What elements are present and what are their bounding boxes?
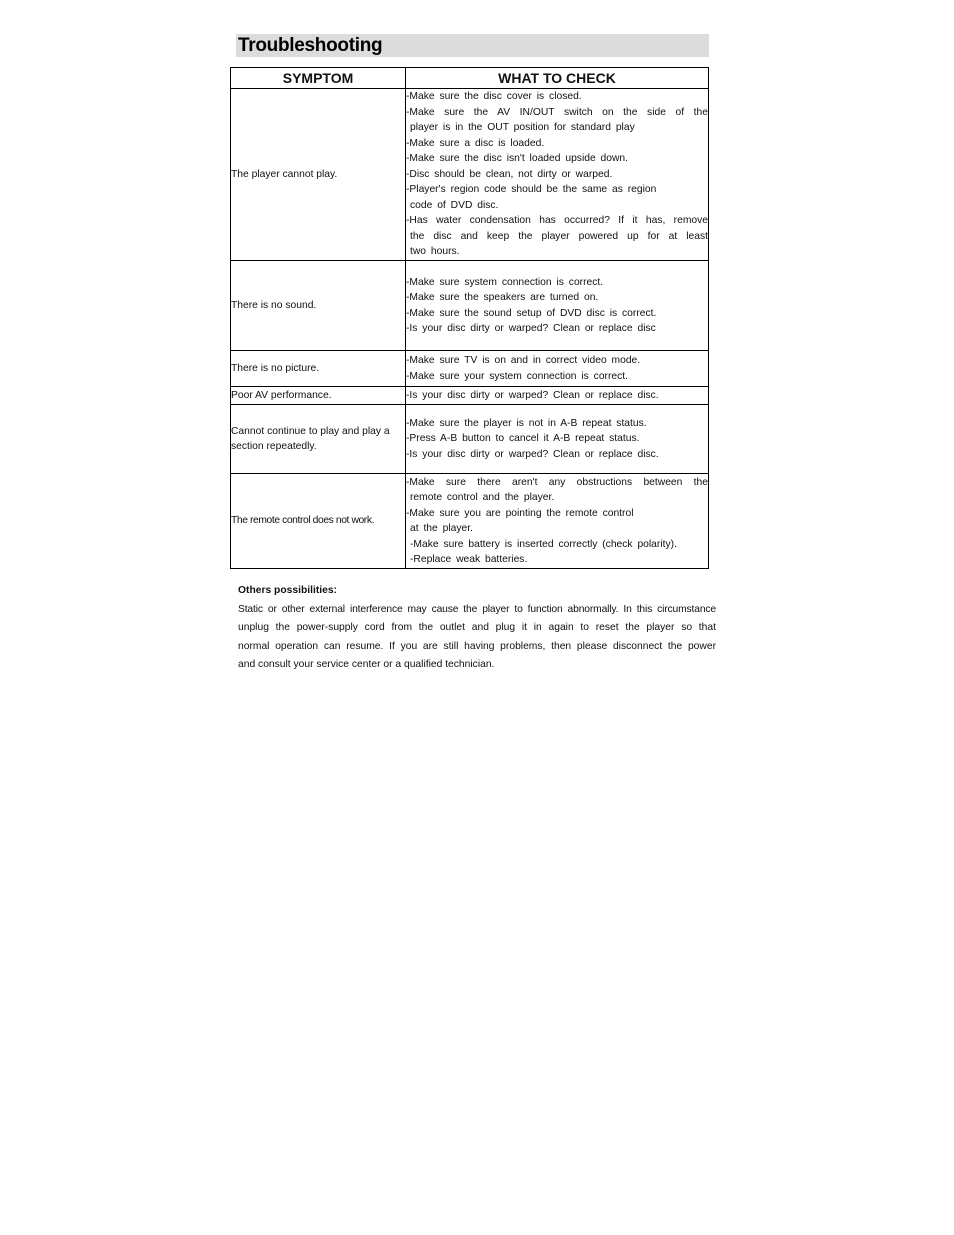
check-line: -Make sure the speakers are turned on. [406,292,599,303]
check-line: -Disc should be clean, not dirty or warped. [406,168,613,180]
table-row [231,351,709,387]
check-line: -Make sure system connection is correct. [406,276,604,288]
check-line: code of DVD disc. [410,199,499,211]
check-line: -Make sure you are pointing the remote control [406,507,634,519]
check-line: -Press A-B button to cancel it A-B repeat status. [406,433,640,445]
check-line: -Make sure TV is on and in correct video mode. [406,355,641,366]
check-line: -Make sure the AV IN/OUT switch on the side of the [406,106,708,118]
check-line: -Make sure a disc is loaded. [406,137,545,149]
other-possibilities-heading: Others possibilities: [238,585,337,596]
check-line: remote control and the player. [410,492,555,503]
table-row [231,405,709,474]
title-bar [236,34,709,57]
check-line: -Make sure there aren't any obstructions between the [406,476,708,488]
check-line: -Replace weak batteries. [410,554,528,565]
paragraph-line: normal operation can resume. If you are still having problems, then please disconnect the power [238,640,716,652]
check-line: at the player. [410,523,473,534]
check-line: -Has water condensation has occurred? If it has, remove [406,215,708,227]
check-cell [406,474,709,569]
check-cell [406,387,709,405]
symptom-cell: The remote control does not work. [231,474,406,569]
check-line: -Is your disc dirty or warped? Clean or replace disc. [406,448,659,460]
table-row [231,387,709,405]
check-cell [406,261,709,351]
check-line: -Player's region code should be the same as region [406,184,657,196]
check-line: the disc and keep the player powered up for at least [410,230,708,242]
table-header-row [231,68,709,89]
symptom-cell: Cannot continue to play and play a section repeatedly. [231,405,406,474]
table-row [231,261,709,351]
page-title: Troubleshooting [238,35,383,56]
check-cell [406,89,709,261]
check-line: -Make sure the disc cover is closed. [406,91,582,103]
check-line: -Make sure your system connection is correct. [406,370,629,382]
symptom-cell: There is no sound. [231,261,406,351]
check-line: -Make sure battery is inserted correctly (check polarity). [410,538,677,550]
check-line: -Make sure the disc isn't loaded upside down. [406,153,629,165]
check-line: -Make sure the player is not in A-B repeat status. [406,417,647,429]
paragraph-line: Static or other external interference may cause the player to function abnormally. In this circumstance [238,603,716,615]
table-row [231,89,709,261]
check-line: player is in the OUT position for standard play [410,122,635,134]
check-line: -Is your disc dirty or warped? Clean or replace disc. [406,389,659,401]
table-row [231,474,709,569]
check-line: -Is your disc dirty or warped? Clean or replace disc [406,323,656,334]
symptom-cell: Poor AV performance. [231,387,406,405]
check-cell [406,405,709,474]
check-line: -Make sure the sound setup of DVD disc is correct. [406,307,657,319]
check-cell [406,351,709,387]
symptom-cell: The player cannot play. [231,89,406,261]
symptom-header: SYMPTOM [231,68,406,89]
paragraph-line: and consult your service center or a qualified technician. [238,659,495,671]
check-line: two hours. [410,246,460,258]
what-to-check-header: WHAT TO CHECK [406,68,709,89]
other-possibilities-section [238,582,716,675]
paragraph-line: unplug the power-supply cord from the outlet and plug it in again to reset the player so that [238,622,716,634]
symptom-cell: There is no picture. [231,351,406,387]
troubleshooting-table [230,67,709,569]
